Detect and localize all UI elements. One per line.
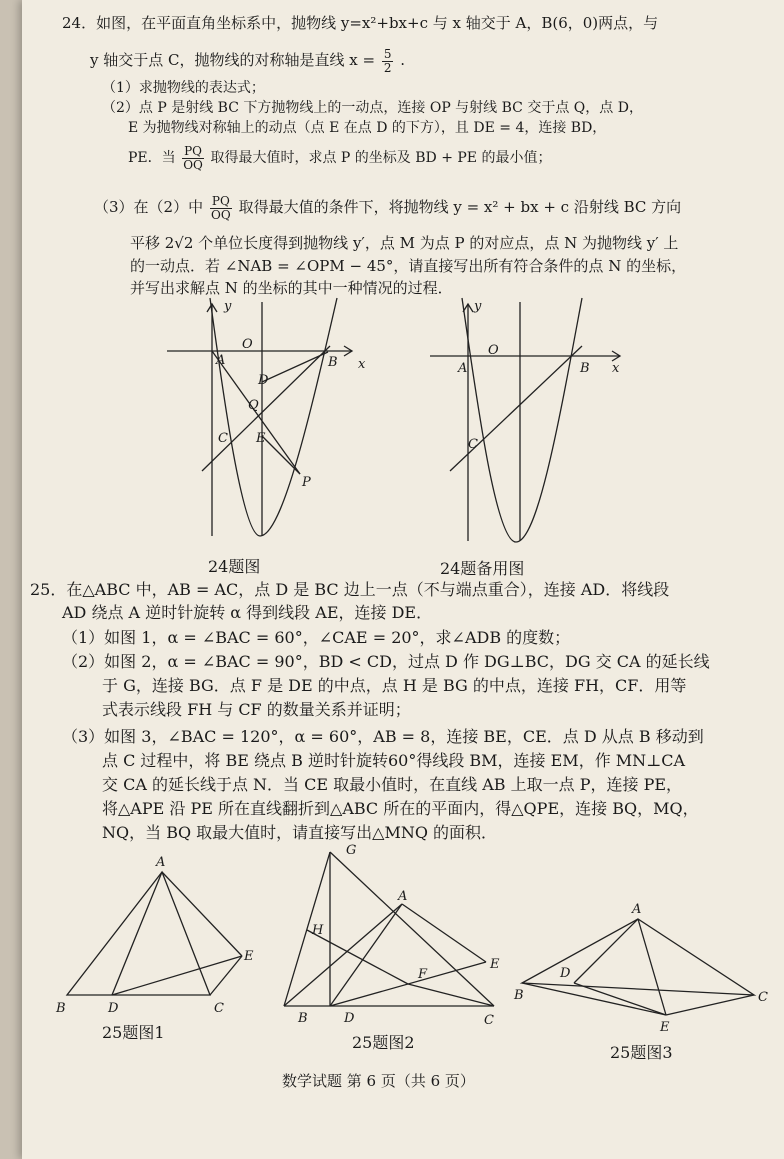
label-a: A [216,353,226,368]
page-footer: 数学试题 第 6 页（共 6 页） [282,1072,475,1090]
q24-part2-c [128,145,551,171]
label-x-2: x [612,361,620,376]
q24-part1: （1）求抛物线的表达式； [102,80,265,96]
segment-fc [408,984,494,1006]
q24-line2 [90,48,405,74]
fig24-backup-caption: 24题备用图 [440,559,525,578]
q24-part2-c-post: 取得最大值时，求点 P 的坐标及 BD + PE 的最小值； [210,150,552,167]
label-b: B [328,355,338,370]
fig3-label-e: E [660,1020,670,1035]
fig1-label-c: C [214,1001,224,1016]
label-y-2: y [474,299,482,314]
fig2-label-g: G [346,843,357,858]
label-e: E [256,431,266,446]
label-p: P [302,475,311,490]
segment-ae [162,872,242,956]
q24-part2-c-pre: PE．当 [128,150,176,167]
triangle-abc [67,872,210,995]
parabola-2 [462,298,582,542]
q24-part2-a: （2）点 P 是射线 BC 下方抛物线上的一动点，连接 OP 与射线 BC 交于点 Q，点 D， [102,100,643,116]
segment-ae-3 [638,919,666,1015]
fig25-3-caption: 25题图3 [610,1043,673,1062]
fig3-label-c: C [758,990,768,1005]
label-y: y [224,299,232,314]
label-c-2: C [468,437,478,452]
parabola [210,298,337,536]
label-b-2: B [580,361,590,376]
segment-ad [112,872,162,995]
fig3-label-d: D [560,966,571,981]
segment-de [112,956,242,995]
q24-backup-figure [420,296,650,556]
q25-part2-c: 式表示线段 FH 与 CF 的数量关系并证明； [102,700,411,719]
fig1-label-a: A [156,855,166,870]
fig1-label-d: D [108,1001,119,1016]
label-q: Q [248,398,259,413]
q24-line2-end: . [400,51,406,70]
q25-part3-e: NQ，当 BQ 取最大值时，请直接写出△MNQ 的面积． [102,823,498,842]
axis-frac-den: 2 [383,60,392,75]
q25-figure2 [274,838,514,1028]
q24-part3-d: 并写出求解点 N 的坐标的其中一种情况的过程． [130,279,453,297]
q24-part3-c: 的一动点．若 ∠NAB = ∠OPM − 45°，请直接写出所有符合条件的点 N 的坐标， [130,257,687,275]
fig2-label-h: H [312,923,324,938]
segment-ce-3 [666,995,754,1015]
q24-figure [152,296,392,556]
label-c: C [218,431,228,446]
fig2-label-e: E [490,957,500,972]
pq-oq-fraction-2 [210,195,232,221]
q25-figure3 [514,895,776,1035]
fig24-caption: 24题图 [208,557,261,576]
label-x: x [358,357,366,372]
q24-line1: 24．如图，在平面直角坐标系中，抛物线 y=x²+bx+c 与 x 轴交于 A，B(6，0)两点，与 [62,14,659,32]
frac-num: PQ [184,144,203,158]
segment-ad-2 [330,904,402,1006]
fig3-label-a: A [632,902,642,917]
fig1-label-e: E [244,949,254,964]
q24-part3-a [94,195,681,221]
fig2-label-b: B [298,1011,308,1026]
fig3-label-b: B [514,988,524,1003]
fig1-label-b: B [56,1001,66,1016]
q25-figure1 [52,850,252,1020]
fig2-label-a: A [398,889,408,904]
fig2-label-c: C [484,1013,494,1028]
fig2-label-f: F [418,967,428,982]
q24-part3-post: 取得最大值的条件下，将抛物线 y = x² + bx + c 沿射线 BC 方向 [238,198,682,217]
q25-part2-b: 于 G，连接 BG．点 F 是 DE 的中点，点 H 是 BG 的中点，连接 FH，CF．用等 [102,676,687,695]
segment-ae-2 [402,904,486,962]
line-bc-2 [450,346,582,471]
pq-oq-fraction [182,145,204,171]
frac-den: OQ [183,157,203,172]
triangle-abc-3 [522,919,754,995]
segment-ce [210,956,242,995]
q24-part2-b: E 为抛物线对称轴上的动点（点 E 在点 D 的下方），且 DE = 4，连接 BD， [128,120,607,136]
q25-line1: 25．在△ABC 中，AB = AC，点 D 是 BC 边上一点（不与端点重合），连接 AD．将线段 [30,580,670,599]
q25-part1: （1）如图 1，α = ∠BAC = 60°，∠CAE = 20°，求∠ADB 的度数； [62,628,571,647]
q24-part3-b: 平移 2√2 个单位长度得到抛物线 y′，点 M 为点 P 的对应点，点 N 为抛物线 y′ 上 [130,234,679,252]
q24-part3-pre: （3）在（2）中 [94,198,204,217]
q25-part2-a: （2）如图 2，α = ∠BAC = 90°，BD < CD，过点 D 作 DG⊥BC，DG 交 CA 的延长线 [62,652,710,671]
label-a-2: A [458,361,468,376]
q25-part3-c: 交 CA 的延长线于点 N．当 CE 取最小值时，在直线 AB 上取一点 P，连接 PE， [102,775,683,794]
exam-page [22,0,784,1159]
label-o-2: O [488,343,499,358]
q24-line2-text: y 轴交于点 C，抛物线的对称轴是直线 x = [90,51,376,70]
segment-hf [307,930,408,984]
label-o: O [242,337,253,352]
q25-part3-b: 点 C 过程中，将 BE 绕点 B 逆时针旋转60°得线段 BM，连接 EM，作 MN⊥CA [102,751,686,770]
axis-frac-num: 5 [383,47,392,61]
fig2-label-d: D [344,1011,355,1026]
fig25-1-caption: 25题图1 [102,1023,165,1042]
label-d: D [258,373,269,388]
fig25-2-caption: 25题图2 [352,1033,415,1052]
line-pe [262,436,300,474]
q25-line2: AD 绕点 A 逆时针旋转 α 得到线段 AE，连接 DE． [62,603,433,622]
segment-ad-3 [574,919,638,983]
frac-num-2: PQ [211,194,230,208]
q25-part3-d: 将△APE 沿 PE 所在直线翻折到△ABC 所在的平面内，得△QPE，连接 BQ，MQ， [102,799,699,818]
frac-den-2: OQ [210,207,231,222]
axis-fraction [382,48,394,74]
q25-part3-a: （3）如图 3，∠BAC = 120°，α = 60°，AB = 8，连接 BE，CE．点 D 从点 B 移动到 [62,727,704,746]
segment-be-3 [522,983,666,1015]
